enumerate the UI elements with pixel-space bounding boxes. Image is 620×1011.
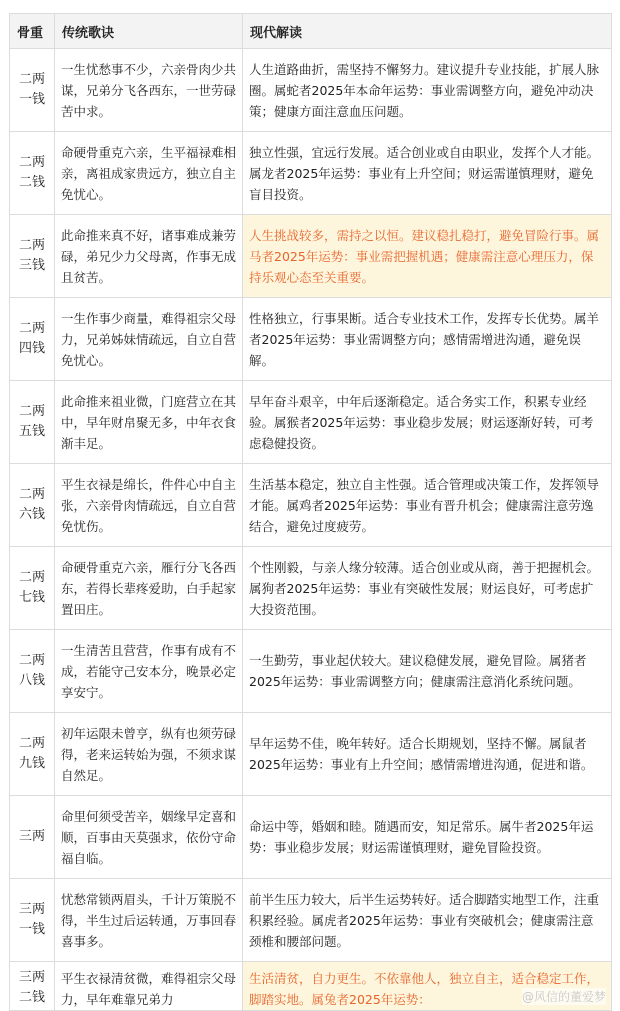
header-verse: 传统歌诀 xyxy=(55,14,243,49)
weight-text: 二两 xyxy=(18,736,45,751)
modern-cell: 生活基本稳定，独立自主性强。适合管理或决策工作，发挥领导才能。属鸡者2025年运势：事业有晋升机会；健康需注意劳逸结合，避免过度疲劳。 xyxy=(243,464,612,547)
weight-cell xyxy=(10,464,55,547)
weight-text: 三两 xyxy=(18,902,45,917)
weight-text: 一钱 xyxy=(18,92,45,107)
header-modern: 现代解读 xyxy=(243,14,612,49)
modern-cell: 命运中等，婚姻和睦。随遇而安，知足常乐。属牛者2025年运势：事业稳步发展；财运需谨慎理财，避免冒险投资。 xyxy=(243,796,612,879)
modern-cell: 个性刚毅，与亲人缘分较薄。适合创业或从商，善于把握机会。属狗者2025年运势：事业有突破性发展；财运良好，可考虑扩大投资范围。 xyxy=(243,547,612,630)
verse-cell: 此命推来祖业微，门庭营立在其中，早年财帛聚无多，中年衣食渐丰足。 xyxy=(55,381,243,464)
weight-cell xyxy=(10,49,55,132)
weight-text: 二两 xyxy=(18,155,45,170)
verse-cell: 一生清苦且营营，作事有成有不成，若能守己安本分，晚景必定享安宁。 xyxy=(55,630,243,713)
modern-cell: 人生挑战较多，需持之以恒。建议稳扎稳打，避免冒险行事。属马者2025年运势：事业需把握机遇；健康需注意心理压力，保持乐观心态至关重要。 xyxy=(243,215,612,298)
weight-cell xyxy=(10,879,55,962)
weight-text: 二两 xyxy=(18,321,45,336)
weight-text: 三两 xyxy=(18,829,45,844)
verse-cell: 平生衣禄清贫微，难得祖宗父母力，早年难靠兄弟力 xyxy=(55,962,243,1011)
weight-cell xyxy=(10,132,55,215)
weight-text: 三钱 xyxy=(18,258,45,273)
modern-cell: 性格独立，行事果断。适合专业技术工作，发挥专长优势。属羊者2025年运势：事业需调整方向；感情需增进沟通，避免误解。 xyxy=(243,298,612,381)
table-row xyxy=(10,215,612,298)
weight-text: 二两 xyxy=(18,72,45,87)
weight-text: 二两 xyxy=(18,238,45,253)
table-row xyxy=(10,381,612,464)
weight-cell xyxy=(10,962,55,1011)
verse-cell: 一生忧愁事不少，六亲骨肉少共谋，兄弟分飞各西东，一世劳碌苦中求。 xyxy=(55,49,243,132)
weight-text: 四钱 xyxy=(18,341,45,356)
table-row xyxy=(10,49,612,132)
weight-cell xyxy=(10,381,55,464)
watermark: @风信的董爱梦 xyxy=(521,990,606,1004)
table-header-row xyxy=(10,14,612,49)
verse-cell: 忧愁常锁两眉头，千计万策脱不得，半生过后运转通，万事回春喜事多。 xyxy=(55,879,243,962)
weight-cell xyxy=(10,215,55,298)
weight-text: 二两 xyxy=(18,570,45,585)
weight-text: 二两 xyxy=(18,404,45,419)
table-row xyxy=(10,713,612,796)
weight-cell xyxy=(10,547,55,630)
bone-weight-table xyxy=(9,13,612,1011)
verse-cell: 一生作事少商量，难得祖宗父母力，兄弟姊妹情疏远，自立自营免忧心。 xyxy=(55,298,243,381)
weight-text: 二两 xyxy=(18,487,45,502)
weight-text: 二两 xyxy=(18,653,45,668)
weight-text: 八钱 xyxy=(18,673,45,688)
weight-cell xyxy=(10,796,55,879)
verse-cell: 初年运限未曾亨，纵有也须劳碌得，老来运转始为强，不须求谋自然足。 xyxy=(55,713,243,796)
modern-cell: 独立性强，宜远行发展。适合创业或自由职业，发挥个人才能。属龙者2025年运势：事业有上升空间；财运需谨慎理财，避免盲目投资。 xyxy=(243,132,612,215)
weight-cell xyxy=(10,630,55,713)
weight-text: 二钱 xyxy=(18,990,45,1005)
header-weight: 骨重 xyxy=(10,14,55,49)
modern-cell: 生活清贫，自力更生。不依靠他人，独立自主，适合稳定工作，脚踏实地。属兔者2025年运势： xyxy=(243,962,612,1011)
table-row xyxy=(10,132,612,215)
modern-cell: 一生勤劳，事业起伏较大。建议稳健发展，避免冒险。属猪者2025年运势：事业需调整方向；健康需注意消化系统问题。 xyxy=(243,630,612,713)
table-row xyxy=(10,630,612,713)
weight-cell xyxy=(10,713,55,796)
table-row xyxy=(10,464,612,547)
verse-cell: 此命推来真不好，诸事难成兼劳碌，弟兄少力父母离，作事无成且贫苦。 xyxy=(55,215,243,298)
modern-cell: 人生道路曲折，需坚持不懈努力。建议提升专业技能，扩展人脉圈。属蛇者2025年本命年运势：事业需调整方向，避免冲动决策；健康方面注意血压问题。 xyxy=(243,49,612,132)
modern-cell: 早年运势不佳，晚年转好。适合长期规划，坚持不懈。属鼠者2025年运势：事业有上升空间；感情需增进沟通，促进和谐。 xyxy=(243,713,612,796)
weight-text: 九钱 xyxy=(18,756,45,771)
weight-text: 二钱 xyxy=(18,175,45,190)
weight-text: 五钱 xyxy=(18,424,45,439)
verse-cell: 平生衣禄是绵长，件件心中自主张，六亲骨肉情疏远，自立自营免忧伤。 xyxy=(55,464,243,547)
weight-text: 三两 xyxy=(18,970,45,985)
modern-cell: 早年奋斗艰辛，中年后逐渐稳定。适合务实工作，积累专业经验。属猴者2025年运势：事业稳步发展；财运逐渐好转，可考虑稳健投资。 xyxy=(243,381,612,464)
table-row xyxy=(10,796,612,879)
verse-cell: 命里何须受苦辛，姻缘早定喜和顺，百事由天莫强求，依份守命福自临。 xyxy=(55,796,243,879)
table-row xyxy=(10,547,612,630)
table-row xyxy=(10,879,612,962)
weight-text: 七钱 xyxy=(18,590,45,605)
weight-text: 六钱 xyxy=(18,507,45,522)
weight-cell xyxy=(10,298,55,381)
verse-cell: 命硬骨重克六亲，雁行分飞各西东，若得长辈疼爱助，白手起家置田庄。 xyxy=(55,547,243,630)
verse-cell: 命硬骨重克六亲，生平福禄难相亲，离祖成家贵远方，独立自主免忧心。 xyxy=(55,132,243,215)
table-row xyxy=(10,298,612,381)
modern-cell: 前半生压力较大，后半生运势转好。适合脚踏实地型工作，注重积累经验。属虎者2025年运势：事业有突破机会；健康需注意颈椎和腰部问题。 xyxy=(243,879,612,962)
weight-text: 一钱 xyxy=(18,922,45,937)
